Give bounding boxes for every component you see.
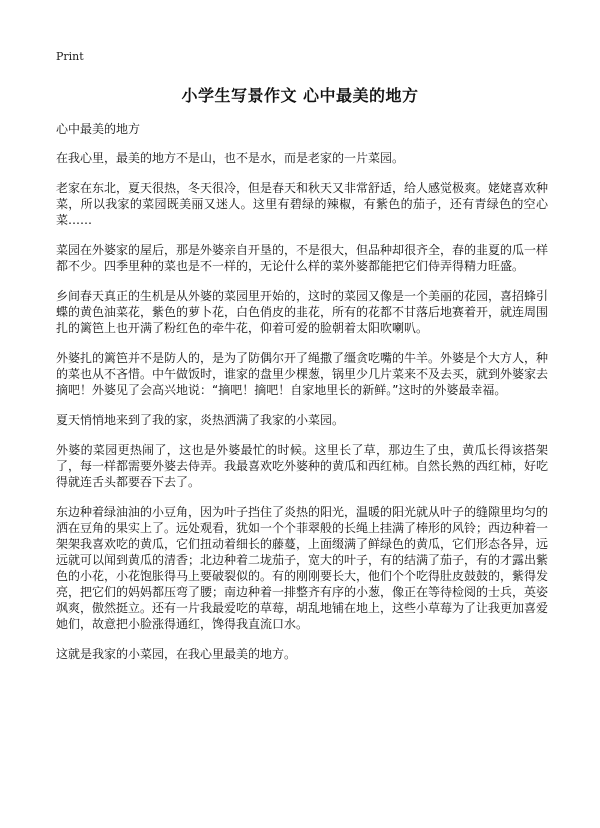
article-subtitle: 心中最美的地方: [56, 122, 141, 136]
article-body: [56, 121, 548, 676]
paragraph-3: 菜园在外婆家的屋后，那是外婆亲自开垦的，不是很大，但品种却很齐全，春的韭夏的瓜一样都不少。四季里种的菜也是不一样的，无论什么样的菜外婆都能把它们侍弄得精力旺盛。: [56, 243, 549, 273]
article-title: 小学生写景作文 心中最美的地方: [181, 86, 419, 105]
paragraph-1: 在我心里，最美的地方不是山，也不是水，而是老家的一片菜园。: [56, 151, 405, 165]
paragraph-4: 乡间春天真正的生机是从外婆的菜园里开始的，这时的菜园又像是一个美丽的花园，喜招蜂引蝶的黄色油菜花，紫色的萝卜花，白色俏皮的韭花，所有的花都不甘落后地赛着开，就连周围扎的篱笆上也开满了粉红色的牵牛花，仰着可爱的脸朝着太阳吹喇叭。: [56, 289, 549, 335]
paragraph-7: 外婆的菜园更热闹了，这也是外婆最忙的时候。这里长了草，那边生了虫，黄瓜长得该搭架了，每一样都需要外婆去侍弄。我最喜欢吃外婆种的黄瓜和西红柿。自然长熟的西红柿，好吃得就连舌头都要吞下去了。: [56, 443, 549, 489]
paragraph-2: 老家在东北，夏天很热，冬天很冷，但是春天和秋天又非常舒适，给人感觉极爽。姥姥喜欢种菜，所以我家的菜园既美丽又迷人。这里有碧绿的辣椒，有紫色的茄子，还有青绿色的空心菜……: [56, 181, 549, 227]
paragraph-9: 这就是我家的小菜园，在我心里最美的地方。: [56, 647, 297, 661]
print-link[interactable]: Print: [56, 50, 84, 63]
paragraph-6: 夏天悄悄地来到了我的家，炎热洒满了我家的小菜园。: [56, 413, 345, 427]
paragraph-8: 东边种着绿油油的小豆角，因为叶子挡住了炎热的阳光，温暖的阳光就从叶子的缝隙里均匀的洒在豆角的果实上了。远处观看，犹如一个个菲翠般的长绳上挂满了棒形的风铃；西边种着一架架我喜欢吃的黄瓜，它们扭动着细长的藤蔓，上面缀满了鲜绿色的黄瓜，它们形态各异，远远就可以闻到黄瓜的清香；北边种着二垅茄子，宽大的叶子，有的结满了茄子，有的才露出紫色的小花，小花饱胀得马上要破裂似的。有的刚刚要长大，他们个个吃得肚皮鼓鼓的，紫得发亮，把它们的妈妈都压弯了腰；南边种着一排整齐有序的小葱，像正在等待检阅的士兵，英姿飒爽，傲然挺立。还有一片我最爱吃的草莓，胡乱地铺在地上，这些小草莓为了让我更加喜爱她们，故意把小脸涨得通红，馋得我直流口水。: [56, 505, 549, 631]
paragraph-5: 外婆扎的篱笆并不是防人的，是为了防偶尔开了绳撒了缰贪吃嘴的牛羊。外婆是个大方人，种的菜也从不吝惜。中午做饭时，谁家的盘里少棵葱，锅里少几片菜来不及去买，就到外婆家去摘吧！外婆见了会高兴地说：“摘吧！摘吧！自家地里长的新鲜。”这时的外婆最幸福。: [56, 351, 549, 397]
